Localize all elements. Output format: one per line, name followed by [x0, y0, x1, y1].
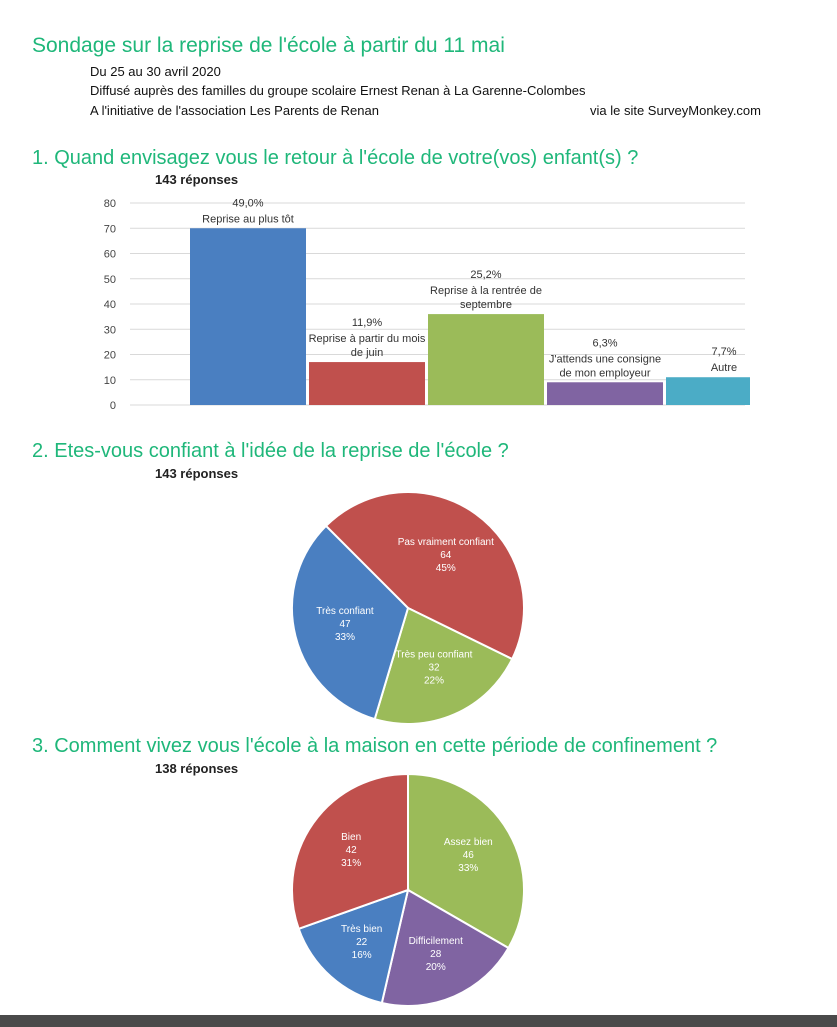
- page-title: Sondage sur la reprise de l'école à partir du 11 mai: [32, 34, 505, 57]
- pie-slice-percent: 33%: [335, 631, 356, 643]
- question-2-title: 2. Etes-vous confiant à l'idée de la reprise de l'école ?: [32, 440, 509, 462]
- y-tick-label: 80: [103, 198, 116, 210]
- pie-slice-percent: 33%: [458, 863, 479, 875]
- pie-slice-label: Très bien: [341, 923, 383, 935]
- bar-percent-label: 49,0%: [232, 197, 264, 210]
- question-1-title: 1. Quand envisagez vous le retour à l'école de votre(vos) enfant(s) ?: [32, 147, 639, 169]
- pie-slice-label: Pas vraiment confiant: [397, 537, 494, 549]
- pie-slice-value: 32: [428, 662, 440, 674]
- y-tick-label: 0: [109, 400, 116, 412]
- bar-category-label: de juin: [350, 347, 384, 360]
- y-tick-label: 30: [103, 324, 116, 337]
- pie-slice-value: 42: [345, 844, 357, 856]
- bar-percent-label: 11,9%: [351, 317, 383, 330]
- pie-slice-value: 46: [462, 850, 474, 862]
- bar-percent-label: 7,7%: [711, 346, 737, 359]
- survey-audience: Diffusé auprès des familles du groupe scolaire Ernest Renan à La Garenne-Colombes: [90, 83, 586, 98]
- bottom-scrollbar: [0, 1015, 837, 1027]
- y-tick-label: 40: [103, 299, 116, 311]
- pie-slice-label: Difficilement: [408, 935, 463, 947]
- survey-site: via le site SurveyMonkey.com: [590, 103, 761, 118]
- pie-chart-home-schooling: [280, 772, 560, 1012]
- pie-slice-label: Très confiant: [316, 605, 374, 617]
- bar-category-label: septembre: [460, 299, 512, 312]
- pie-slice-percent: 22%: [424, 675, 445, 687]
- bar: [428, 314, 544, 405]
- pie-chart-confidence: [280, 490, 560, 730]
- pie-slice-percent: 31%: [341, 857, 362, 869]
- pie-slice-value: 47: [339, 618, 351, 630]
- pie-slice-value: 28: [430, 948, 442, 960]
- question-3-responses: 138 réponses: [155, 761, 239, 776]
- bar-category-label: Reprise à partir du mois: [308, 333, 426, 346]
- survey-initiative: A l'initiative de l'association Les Parents de Renan: [90, 103, 379, 118]
- pie-slice-label: Très peu confiant: [395, 649, 473, 661]
- bar-category-label: Autre: [710, 362, 738, 375]
- bar: [547, 382, 663, 405]
- bar: [666, 377, 750, 405]
- y-tick-label: 70: [103, 223, 116, 236]
- survey-dates: Du 25 au 30 avril 2020: [90, 64, 221, 79]
- bar: [190, 228, 306, 405]
- question-1-responses: 143 réponses: [155, 172, 239, 187]
- bar-category-label: Reprise à la rentrée de: [430, 285, 542, 298]
- y-tick-label: 50: [103, 273, 116, 286]
- question-3-title: 3. Comment vivez vous l'école à la maison en cette période de confinement ?: [32, 735, 718, 757]
- y-tick-label: 20: [103, 349, 116, 362]
- pie-slice-label: Assez bien: [443, 837, 493, 849]
- bar-percent-label: 6,3%: [592, 337, 618, 350]
- pie-slice-percent: 16%: [351, 949, 372, 961]
- bar-category-label: de mon employeur: [559, 367, 651, 380]
- pie-slice-percent: 20%: [425, 961, 446, 973]
- bar-category-label: J'attends une consigne: [548, 353, 662, 366]
- bar: [309, 362, 425, 405]
- pie-slice-label: Bien: [341, 831, 362, 843]
- pie-slice-percent: 45%: [435, 563, 456, 575]
- y-tick-label: 10: [103, 374, 116, 387]
- bar-chart-return-to-school: [90, 185, 750, 425]
- pie-slice-value: 22: [356, 936, 368, 948]
- y-tick-label: 60: [103, 248, 116, 261]
- question-2-responses: 143 réponses: [155, 466, 239, 481]
- pie-slice-value: 64: [440, 550, 452, 562]
- bar-category-label: Reprise au plus tôt: [202, 213, 294, 226]
- bar-percent-label: 25,2%: [470, 269, 502, 282]
